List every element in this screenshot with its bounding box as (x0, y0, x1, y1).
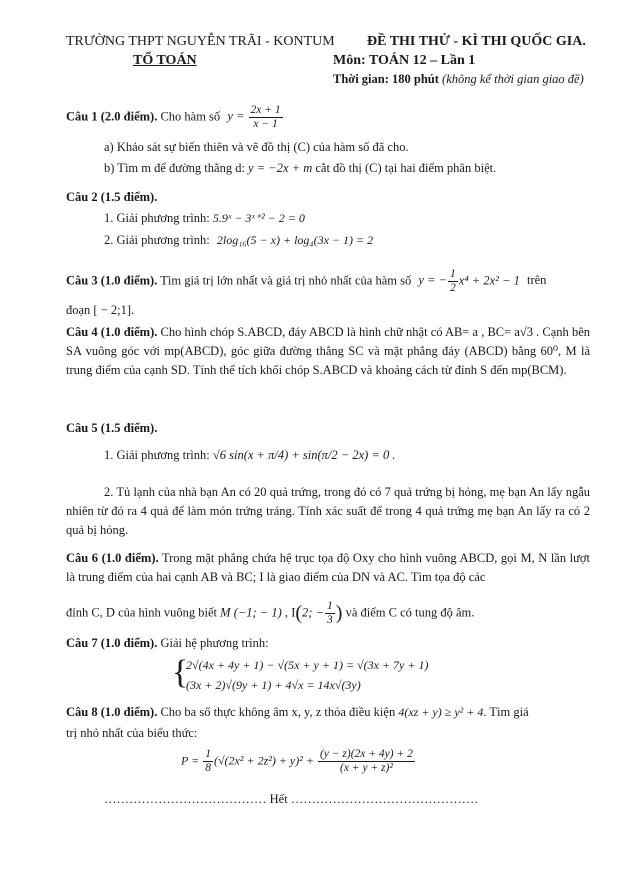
q8-frac1-den: 8 (205, 762, 211, 774)
q8-frac2-den: (x + y + z)² (340, 762, 393, 774)
q6-line3-post: và điểm C có tung độ âm. (345, 605, 475, 620)
q8-condition: 4(xz + y) ≥ y² + 4 (398, 705, 484, 719)
exam-title: ĐỀ THI THỬ - KÌ THI QUỐC GIA. (367, 34, 586, 49)
question-4-label: Câu 4 (1.0 điểm). (66, 325, 158, 339)
school-name: TRƯỜNG THPT NGUYỄN TRÃI - KONTUM (66, 34, 335, 49)
q5-item1-text: 1. Giải phương trình: (104, 448, 210, 462)
exam-subject: Môn: TOÁN 12 – Lần 1 (333, 53, 476, 68)
question-2-item-1 (104, 211, 305, 226)
q6-paren-open: ( (295, 602, 303, 624)
q6-point-i-label: I (291, 605, 296, 620)
question-1a: a) Khảo sát sự biến thiên và vẽ đồ thị (C) của hàm số đã cho. (104, 140, 409, 154)
q3-formula-pre: y = − (418, 273, 448, 288)
q8-frac2 (318, 748, 415, 775)
q8-p-lhs: P = (181, 753, 200, 768)
question-2-label: Câu 2 (1.5 điểm). (66, 190, 158, 204)
question-5-item-1 (104, 448, 396, 463)
q3-fraction (448, 268, 458, 295)
q2-item1-text: 1. Giải phương trình: (104, 211, 210, 225)
question-3-line2: đoạn [ − 2;1]. (66, 303, 135, 317)
q7-system-brace: { (172, 654, 189, 691)
question-8-label: Câu 8 (1.0 điểm). (66, 705, 158, 719)
question-7-label: Câu 7 (1.0 điểm). (66, 636, 158, 650)
question-1-intro: Cho hàm số (160, 109, 221, 124)
q8-frac1-num: 1 (205, 748, 211, 760)
q1b-pre: b) Tìm m để đường thẳng d: (104, 161, 245, 175)
question-1 (66, 104, 284, 131)
q1-fraction-den: x − 1 (253, 118, 278, 130)
q8-frac2-num: (y − z)(2x + 4y) + 2 (319, 748, 413, 760)
q8-text-post: . Tìm giá (483, 705, 529, 719)
question-3-text: Tìm giá trị lớn nhất và giá trị nhỏ nhất của hàm số (160, 273, 412, 288)
q3-frac-den: 2 (450, 282, 456, 294)
q7-equation-1: 2√(4x + 4y + 1) − √(5x + y + 1) = √(3x + 7y + 1) (186, 658, 429, 672)
q8-term1: (√(2x² + 2z²) + y)² (213, 753, 303, 768)
question-5-label: Câu 5 (1.5 điểm). (66, 421, 158, 435)
q1b-post: cắt đồ thị (C) tại hai điểm phân biệt. (315, 161, 497, 175)
q6-frac-num: 1 (327, 600, 333, 612)
question-6-line3 (66, 600, 474, 627)
question-8 (66, 705, 529, 720)
department-name: TỔ TOÁN (133, 53, 197, 68)
q2-item2-text: 2. Giải phương trình: (104, 233, 210, 247)
q6-line3-pre: đỉnh C, D của hình vuông biết (66, 605, 218, 620)
question-1-label: Câu 1 (2.0 điểm). (66, 109, 158, 124)
q8-plus: + (305, 753, 314, 768)
q3-frac-num: 1 (450, 268, 456, 280)
question-6 (66, 549, 590, 587)
q1-fraction (249, 104, 283, 131)
dots-left: ………………………………… (104, 792, 267, 806)
q8-text-pre: Cho ba số thực không âm x, y, z thỏa điều kiện (160, 705, 396, 719)
q5-item1-formula: √6 sin(x + π/4) + sin(π/2 − 2x) = 0 . (212, 448, 396, 462)
q3-formula-post: x⁴ + 2x² − 1 (458, 273, 520, 288)
q3-tail: trên (526, 273, 547, 288)
end-text: Hết (269, 792, 288, 806)
dots-right: ……………………………………… (290, 792, 479, 806)
question-4 (66, 323, 590, 380)
q1-formula-lhs: y = (227, 109, 245, 124)
question-7-text: Giải hệ phương trình: (160, 636, 269, 650)
q2-item2-formula: 2log₁₆(5 − x) + log₄(3x − 1) = 2 (216, 233, 374, 247)
q6-point-m: M (−1; − 1) , (220, 605, 289, 620)
question-7 (66, 636, 269, 651)
question-3-label: Câu 3 (1.0 điểm). (66, 273, 158, 288)
end-marker (104, 792, 478, 807)
question-6-text: Trong mặt phẳng chứa hệ trục tọa độ Oxy cho hình vuông ABCD, gọi M, N lần lượt là trung điểm của hai cạnh AB và BC; I là giao điểm của DN và AC. Tìm tọa độ các (66, 551, 590, 584)
time-note: (không kể thời gian giao đề) (442, 72, 584, 86)
q8-frac1 (203, 748, 213, 775)
question-1b (104, 161, 496, 176)
q8-expression (181, 748, 416, 775)
question-5-item-2: 2. Tủ lạnh của nhà bạn An có 20 quả trứng, trong đó có 7 quả trứng bị hỏng, mẹ bạn An lấy ngẫu nhiên từ đó ra 4 quả để làm món trứng tráng. Tính xác suất để trong 4 quả trứng mẹ bạn An lấy ra có 2 quả bị hỏng. (66, 485, 590, 537)
q2-item1-formula: 5.9ˣ − 3ˣ⁺² − 2 = 0 (212, 211, 305, 225)
question-8-line2: trị nhỏ nhất của biểu thức: (66, 726, 198, 740)
q6-paren-close: ) (335, 602, 343, 624)
q6-point-i-value: 2; − (302, 605, 325, 620)
q7-equation-2: (3x + 2)√(9y + 1) + 4√x = 14x√(3y) (186, 678, 361, 692)
time-label: Thời gian: 180 phút (333, 72, 439, 86)
question-2-item-2 (104, 233, 373, 248)
q1-fraction-num: 2x + 1 (250, 104, 281, 116)
q1b-formula: y = −2x + m (248, 161, 313, 175)
question-4-text: Cho hình chóp S.ABCD, đáy ABCD là hình chữ nhật có AB= a , BC= a√3 . Cạnh bên SA vuông góc với mp(ABCD), góc giữa đường thẳng SC và mặt phẳng đáy (ABCD) bằng 60⁰, M là trung điểm của cạnh SD. Tính thể tích khối chóp S.ABCD và khoảng cách từ đỉnh S đến mp(BCM). (66, 325, 590, 377)
question-3 (66, 268, 546, 295)
q6-frac-den: 3 (327, 614, 333, 626)
q6-fraction (325, 600, 335, 627)
question-6-label: Câu 6 (1.0 điểm). (66, 551, 159, 565)
exam-time (333, 72, 584, 87)
